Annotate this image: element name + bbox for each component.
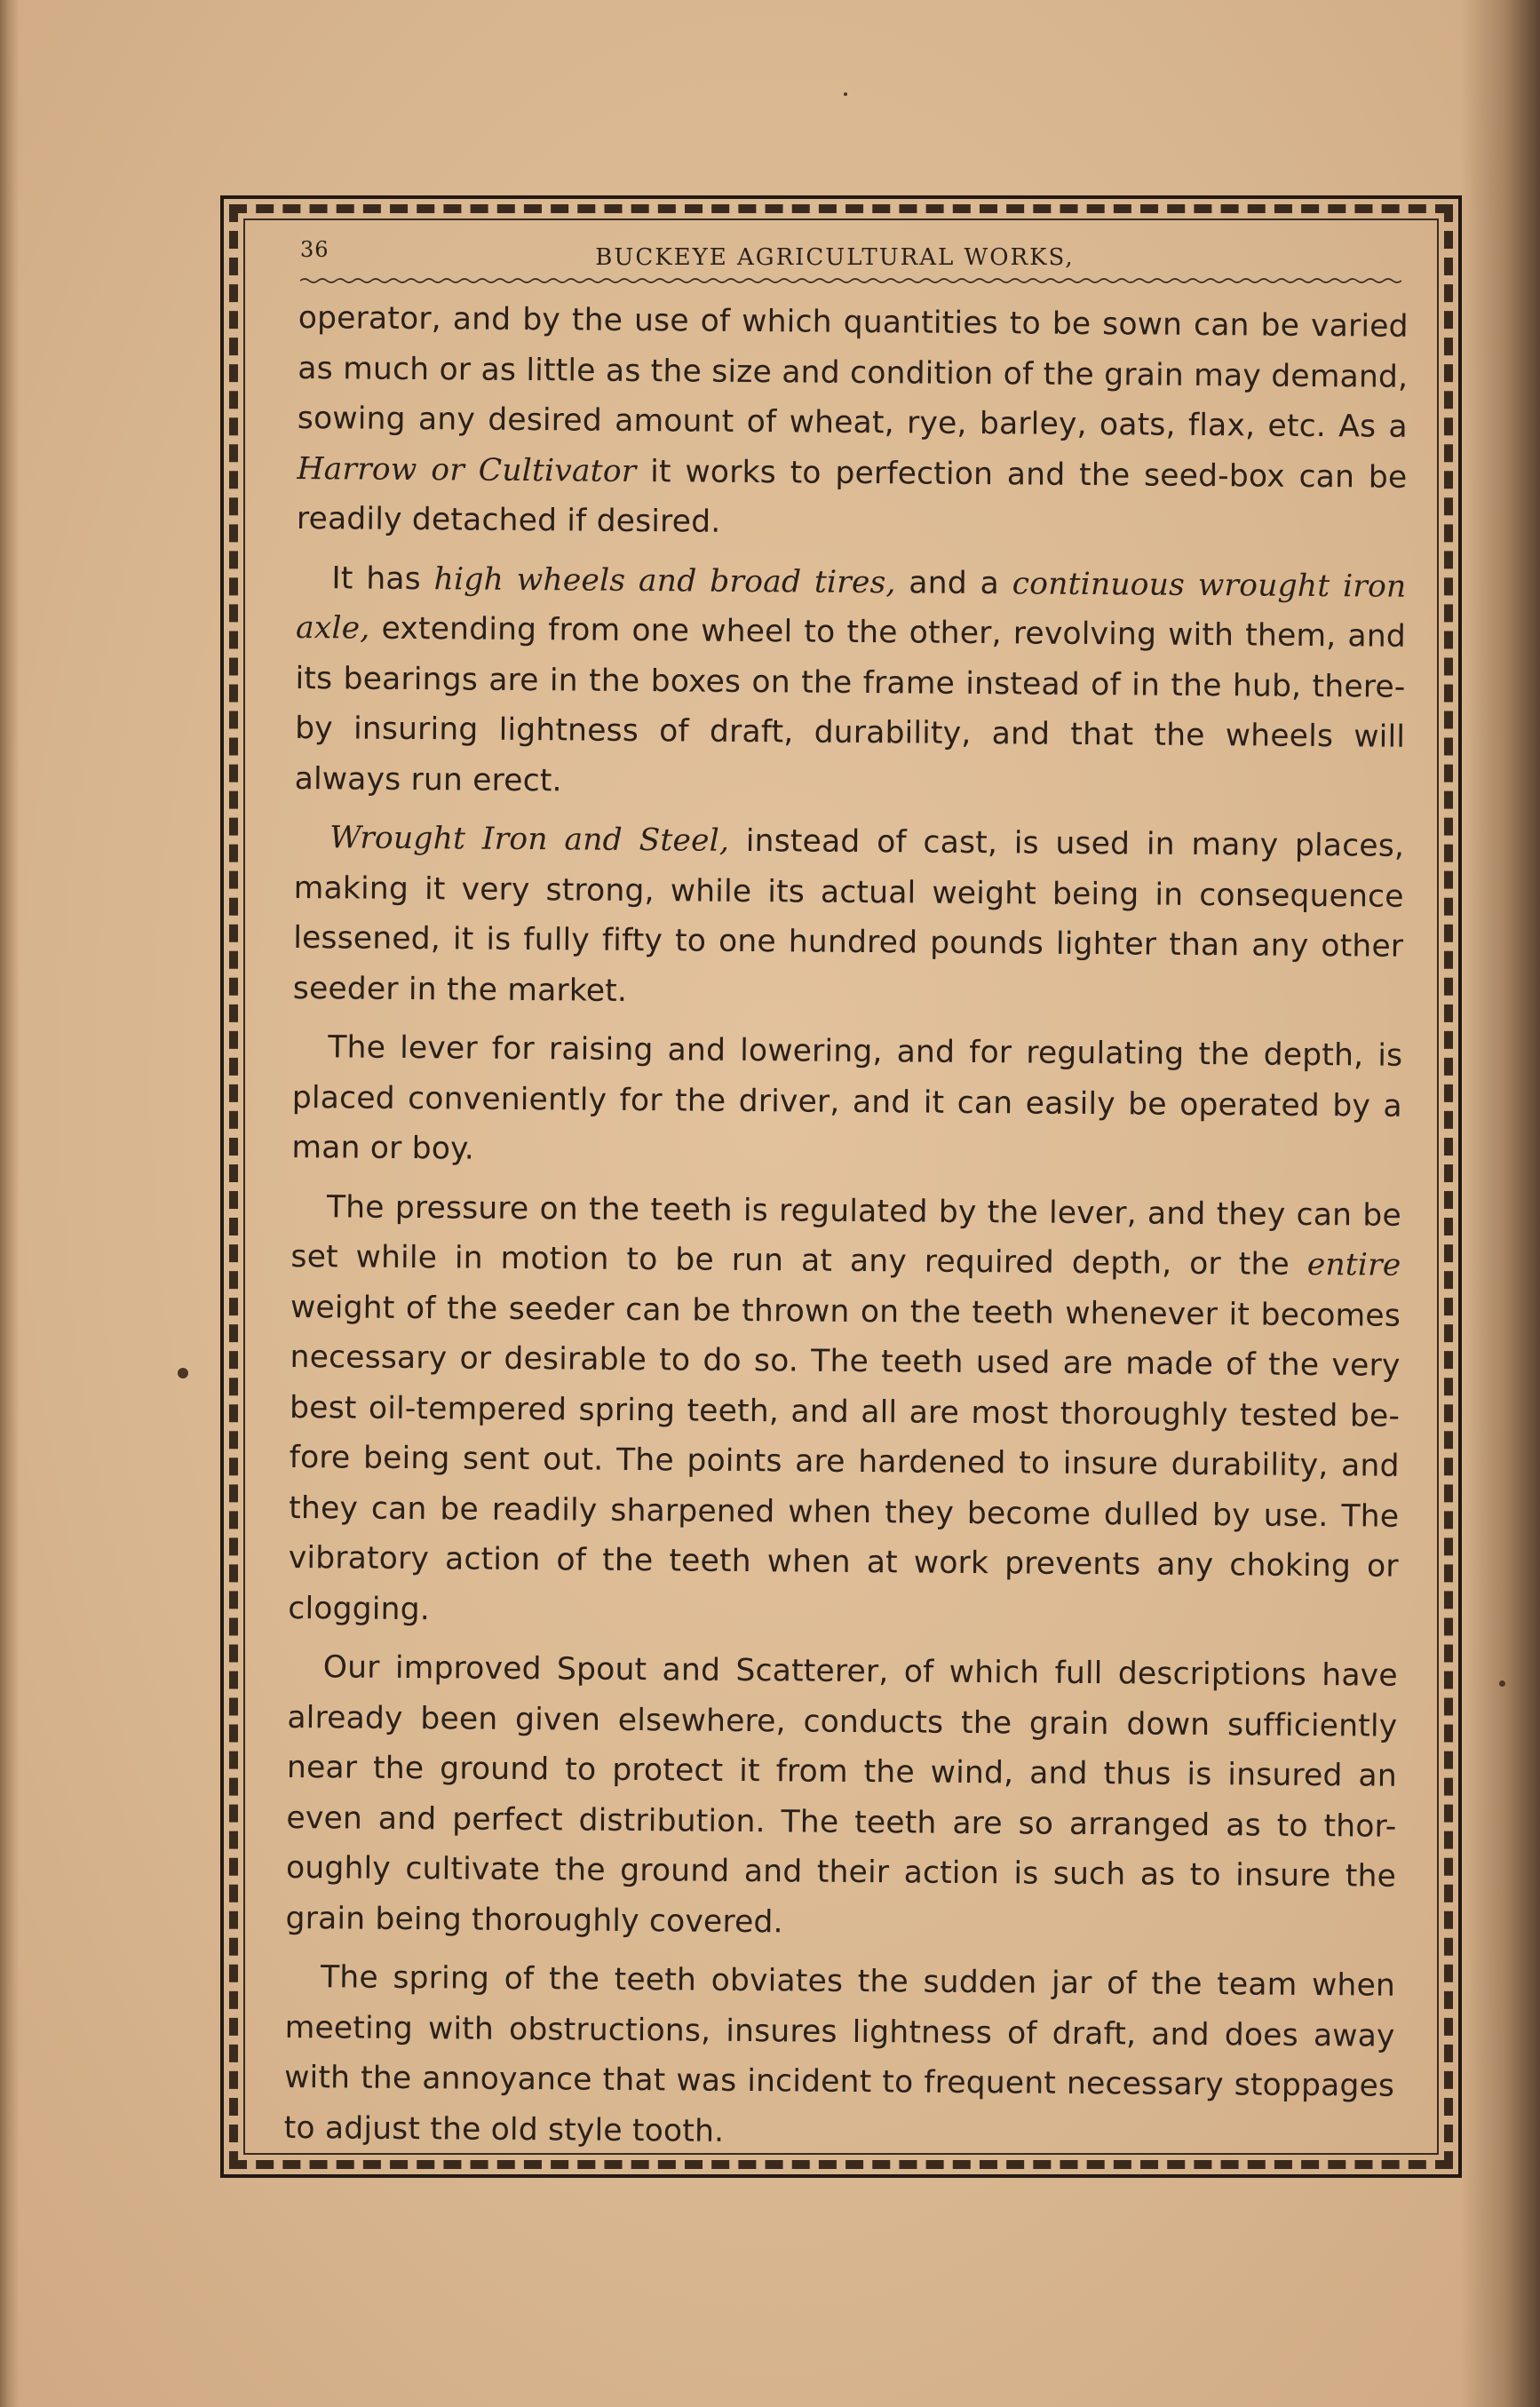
text-run: The lever for raising and lowering, and for regulating the depth, is placed conveniently for the driver, and it can easily be operated by a man or boy. bbox=[291, 1029, 1403, 1167]
page-content bbox=[258, 226, 1412, 2149]
wavy-rule bbox=[300, 276, 1401, 285]
paragraph bbox=[294, 552, 1406, 812]
body-text bbox=[283, 293, 1408, 2171]
text-run: extending from one wheel to the other, revolving with them, and its bearings are in the boxes on the frame instead of in the hub, there-by insuring lightness of draft, durability, and that the wheels will always run erect. bbox=[294, 610, 1407, 798]
running-head bbox=[258, 226, 1412, 271]
italic-phrase: continuous wrought iron axle, bbox=[295, 565, 1407, 647]
text-run: It has bbox=[331, 560, 434, 597]
paragraph bbox=[284, 1952, 1396, 2162]
page-left-edge bbox=[0, 0, 20, 2407]
ink-speck bbox=[1499, 1680, 1505, 1687]
text-run: instead of cast, is used in many places, making it very strong, while its actual weight being in consequence lessened, it is fully fifty to one hundred pounds lighter than any other seeder in the market. bbox=[292, 822, 1405, 1009]
italic-phrase: Wrought Iron and Steel, bbox=[329, 820, 730, 859]
text-run: operator, and by the use of which quantities to be sown can be varied as much or as little as the size and condition of the grain may demand, sowing any desired amount of wheat, rye, barley, oats, flax, etc. As a bbox=[297, 299, 1409, 445]
text-run: The pressure on the teeth is regulated by the lever, and they can be set while in motion to be run at any required depth, or the bbox=[290, 1188, 1402, 1283]
italic-phrase: Harrow or Cultivator bbox=[297, 450, 637, 489]
page-right-edge bbox=[1460, 0, 1540, 2407]
paragraph bbox=[293, 813, 1405, 1022]
text-run: Our improved Spout and Scatterer, of which full descriptions have already been given elsewhere, conducts the grain down sufficiently near the ground to protect it from the wind, and thus is insured an even and perfect distribution. The teeth are so arranged as to thor-oughly cultivate the ground and their action is such as to insure the grain being thoroughly covered. bbox=[285, 1649, 1398, 1940]
ink-speck bbox=[178, 1368, 188, 1378]
text-run: weight of the seeder can be thrown on the teeth whenever it becomes necessary or desirable to do so. The teeth used are made of the very best oil-tempered spring teeth, and all are most thoroughly tested be-fore being sent out. The points are hardened to insure durability, and they can be readily sharpened when they become dulled by use. The vibratory action of the teeth when at work prevents any choking or clogging. bbox=[288, 1289, 1401, 1627]
running-title: BUCKEYE AGRICULTURAL WORKS, bbox=[595, 244, 1075, 271]
text-run: and a bbox=[895, 564, 1012, 601]
text-run: it works to perfection and the seed-box can be readily detached if desired. bbox=[296, 453, 1408, 540]
paragraph bbox=[291, 1022, 1402, 1181]
ink-speck bbox=[844, 92, 847, 96]
paragraph bbox=[297, 293, 1409, 552]
paragraph bbox=[288, 1181, 1401, 1641]
paragraph bbox=[285, 1642, 1398, 1952]
page-number: 36 bbox=[300, 237, 329, 262]
italic-phrase: high wheels and broad tires, bbox=[433, 560, 896, 600]
text-run: The spring of the teeth obviates the sudden jar of the team when meeting with obstructions, insures lightness of draft, and does away with the annoyance that was incident to frequent necessary stoppages to adjust the old style tooth. bbox=[283, 1959, 1396, 2149]
italic-phrase: entire bbox=[1306, 1246, 1401, 1283]
